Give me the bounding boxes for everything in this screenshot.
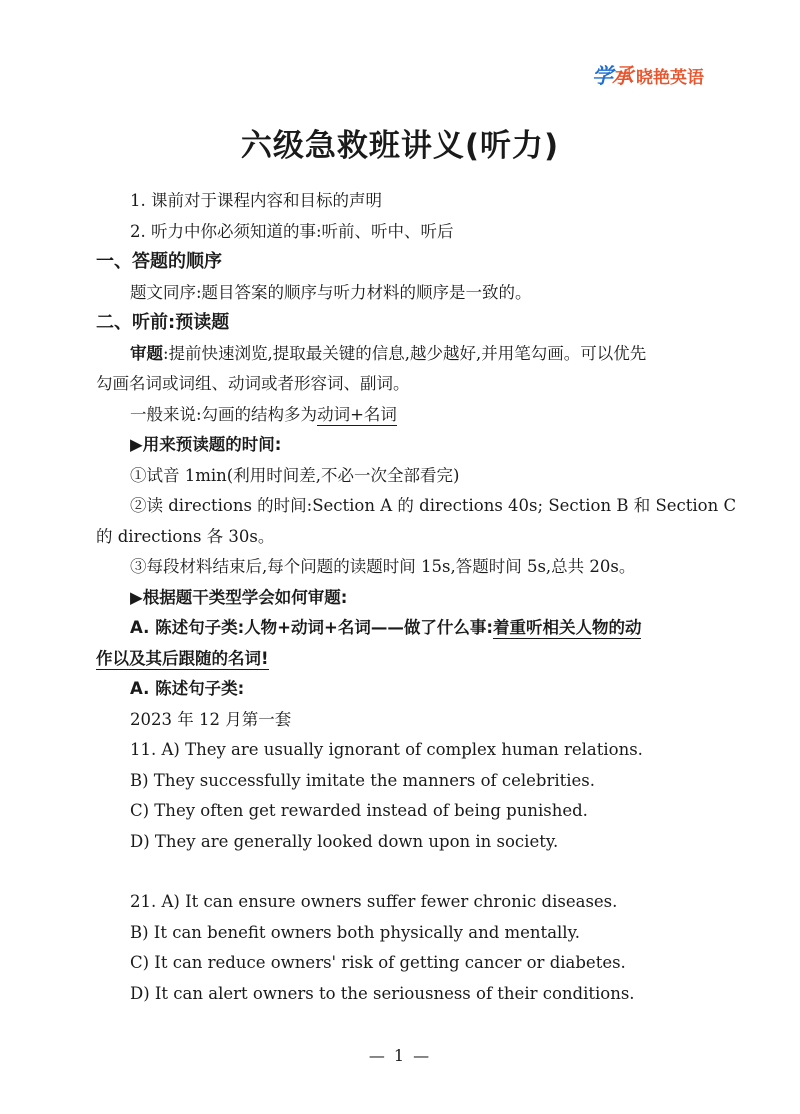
underlined-phrase: 动词+名词 [317, 404, 397, 424]
paragraph-order: 题文同序:题目答案的顺序与听力材料的顺序是一致的。 [130, 282, 532, 302]
subheading-question-types: ▶根据题干类型学会如何审题: [130, 587, 348, 607]
statement-type-label: A. 陈述句子类: [130, 679, 245, 698]
section-heading-2: 二、听前:预读题 [96, 312, 230, 333]
question-11-c: C) They often get rewarded instead of being punished. [130, 801, 588, 820]
question-11-b: B) They successfully imitate the manners of celebrities. [130, 770, 596, 790]
document-body [96, 186, 737, 1009]
logo-mark: 学承 [592, 64, 632, 88]
question-21-b: B) It can benefit owners both physically and mentally. [130, 922, 580, 942]
underlined-rule: 着重听相关人物的动 [492, 618, 642, 637]
statement-line-2: 2. 听力中你必须知道的事:听前、听中、听后 [130, 221, 454, 241]
exam-set-label: 2023 年 12 月第一套 [130, 709, 292, 729]
time-item-2: ②读 directions 的时间:Section A 的 directions 40s; Section B 和 Section C [130, 496, 737, 515]
brand-logo [592, 60, 704, 90]
paragraph-structure: 一般来说:勾画的结构多为动词+名词 [130, 404, 397, 424]
underlined-rule-cont: 作以及其后跟随的名词! [96, 648, 269, 668]
section-heading-1: 一、答题的顺序 [96, 251, 222, 272]
question-21-c: C) It can reduce owners' risk of getting cancer or diabetes. [130, 953, 626, 972]
time-item-3: ③每段材料结束后,每个问题的读题时间 15s,答题时间 5s,总共 20s。 [130, 557, 636, 576]
subheading-time: ▶用来预读题的时间: [130, 435, 282, 454]
question-21-a: 21. A) It can ensure owners suffer fewer chronic diseases. [130, 892, 618, 911]
page-title: 六级急救班讲义(听力) [240, 128, 560, 164]
question-11-d: D) They are generally looked down upon in society. [130, 831, 559, 851]
paragraph-review-1: 审题:提前快速浏览,提取最关键的信息,越少越好,并用笔勾画。可以优先 [130, 343, 647, 363]
logo-text: 晓艳英语 [636, 67, 704, 88]
statement-type-rule: A. 陈述句子类:人物+动词+名词——做了什么事:着重听相关人物的动 [130, 618, 642, 637]
question-11-a: 11. A) They are usually ignorant of complex human relations. [130, 740, 643, 759]
statement-line-1: 1. 课前对于课程内容和目标的声明 [130, 191, 382, 210]
paragraph-review-2: 勾画名词或词组、动词或者形容词、副词。 [96, 374, 410, 393]
statement-type-rule-cont [96, 644, 708, 675]
page-number: — 1 — [368, 1046, 432, 1065]
time-item-2-cont: 的 directions 各 30s。 [96, 526, 275, 546]
review-keyword: 审题 [130, 343, 163, 363]
question-21-d: D) It can alert owners to the seriousness of their conditions. [130, 983, 635, 1003]
time-item-1: ①试音 1min(利用时间差,不必一次全部看完) [130, 465, 460, 485]
